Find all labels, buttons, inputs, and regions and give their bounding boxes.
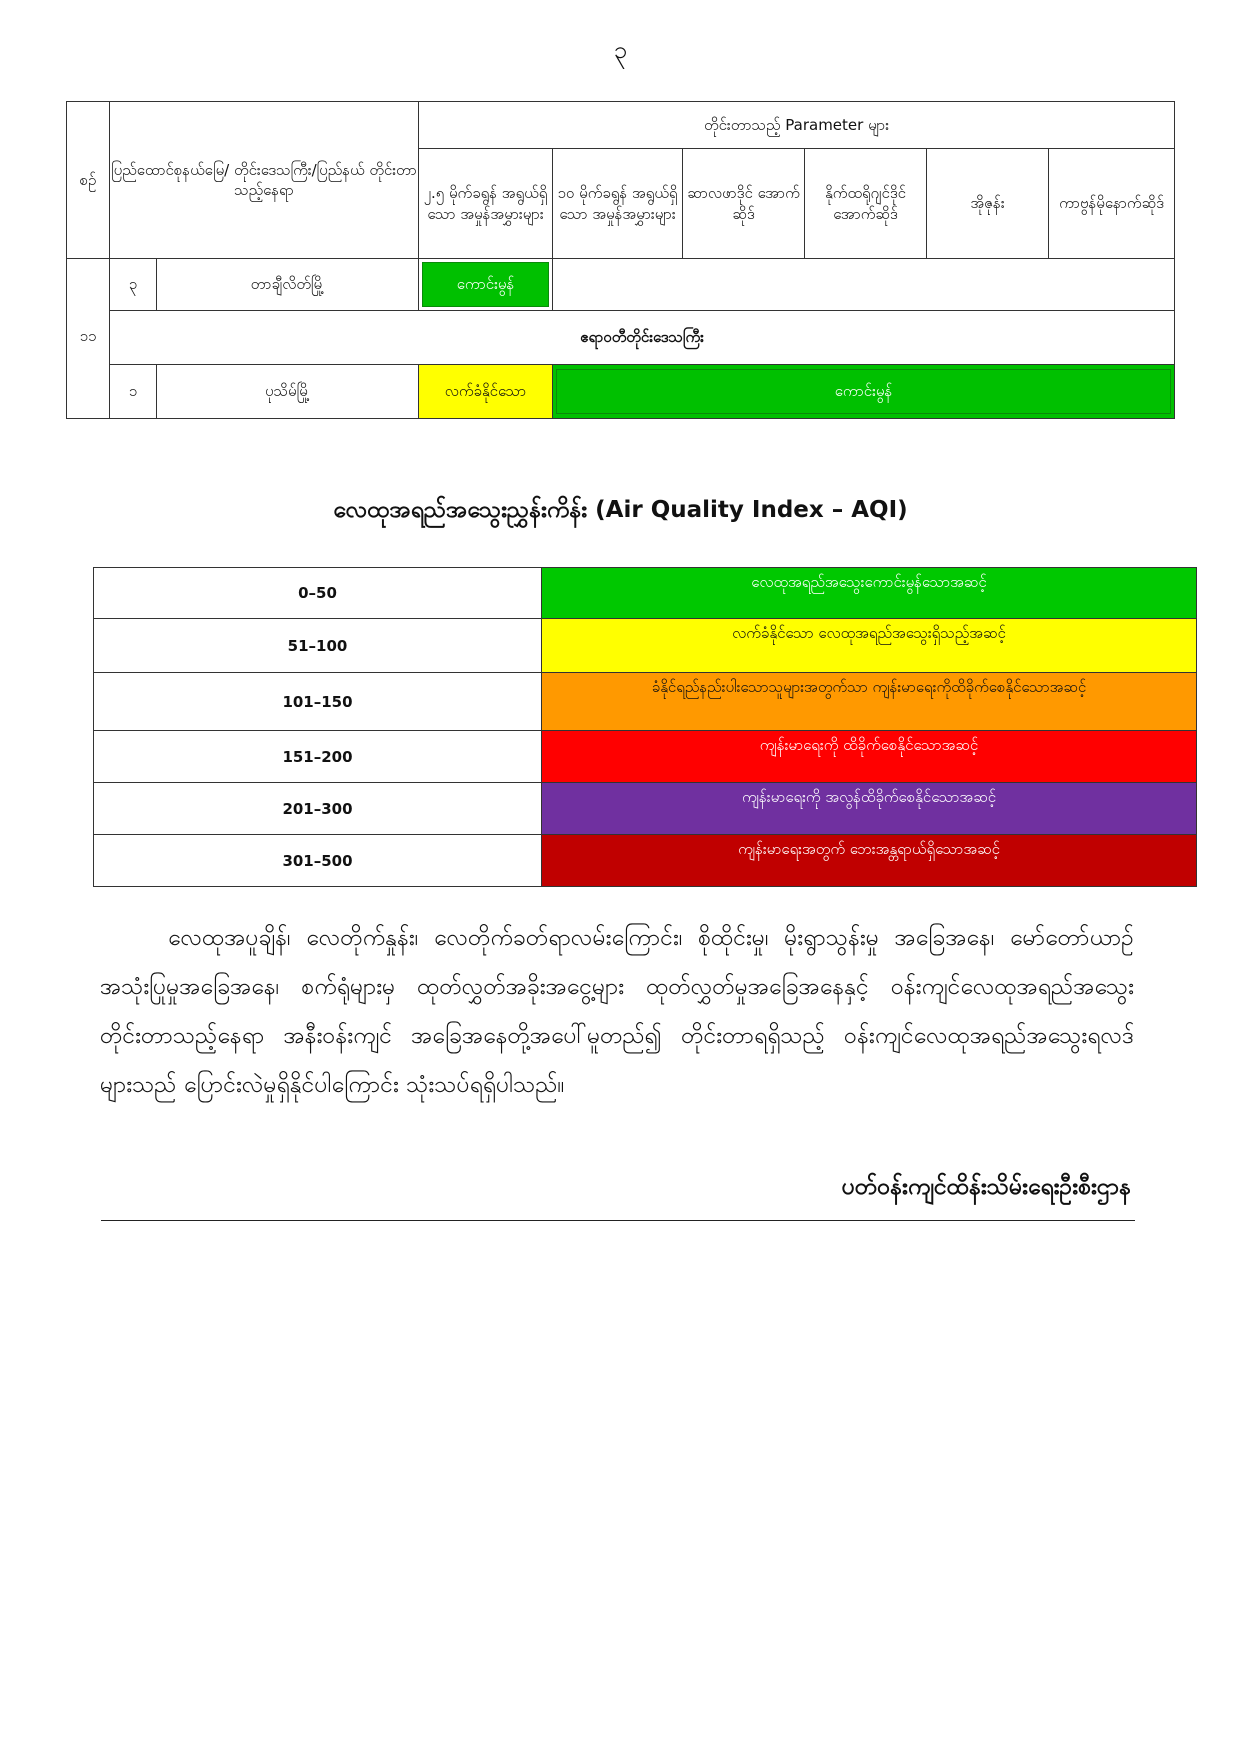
serial-header: စဉ် <box>67 102 110 259</box>
sub-serial: ၁ <box>110 365 157 419</box>
aqi-desc: ကျန်းမာရေးကို အလွန်ထိခိုက်စေနိုင်သောအဆင့် <box>542 783 1197 835</box>
param-header-pm10: ၁၀ မိုက်ခရွန် အရွယ်ရှိသော အမှုန်အမွှားများ <box>553 149 683 259</box>
aqi-table <box>93 567 1197 887</box>
aqi-range: 151–200 <box>94 731 542 783</box>
sub-serial: ၃ <box>110 259 157 311</box>
pm25-status-cell <box>419 259 553 311</box>
body-paragraph: လေထုအပူချိန်၊ လေတိုက်နှုန်း၊ လေတိုက်ခတ်ရာလမ်းကြောင်း၊ စိုထိုင်းမှု၊ မိုးရွာသွန်းမှု အခြေအနေ၊ မော်တော်ယာဉ်အသုံးပြုမှုအခြေအနေ၊ စက်ရုံများမှ ထုတ်လွှတ်အခိုးအငွေ့များ ထုတ်လွှတ်မှုအခြေအနေနှင့် ဝန်းကျင်လေထုအရည်အသွေးတိုင်းတာသည့်နေရာ အနီးဝန်းကျင် အခြေအနေတို့အပေါ်မူတည်၍ တိုင်းတာရရှိသည့် ဝန်းကျင်လေထုအရည်အသွေးရလဒ်များသည် ပြောင်းလဲမှုရှိနိုင်ပါကြောင်း သုံးသပ်ရရှိပါသည်။ <box>100 925 1134 1098</box>
table-row <box>67 259 1175 311</box>
aqi-title: လေထုအရည်အသွေးညွှန်းကိန်း (Air Quality Index – AQI) <box>333 497 908 523</box>
pm25-status: ကောင်းမွန် <box>422 262 549 307</box>
region-serial-cell <box>67 259 110 419</box>
aqi-range: 0–50 <box>94 568 542 619</box>
divider <box>101 1220 1135 1221</box>
other-params-cell <box>553 365 1175 419</box>
aqi-desc: ကျန်းမာရေးကို ထိခိုက်စေနိုင်သောအဆင့် <box>542 731 1197 783</box>
location-header: ပြည်ထောင်စုနယ်မြေ/ တိုင်းဒေသကြီး/ပြည်နယ် တိုင်းတာသည့်နေရာ <box>110 102 419 259</box>
pm25-status: လက်ခံနိုင်သော <box>419 365 553 419</box>
aqi-row <box>94 619 1197 673</box>
aqi-desc: လေထုအရည်အသွေးကောင်းမွန်သောအဆင့် <box>542 568 1197 619</box>
aqi-row <box>94 835 1197 887</box>
station-name: တာချီလိတ်မြို့ <box>157 259 419 311</box>
department-signature: ပတ်ဝန်းကျင်ထိန်းသိမ်းရေးဦးစီးဌာန <box>841 1174 1131 1200</box>
table-row <box>67 311 1175 365</box>
aqi-range: 51–100 <box>94 619 542 673</box>
aqi-row <box>94 568 1197 619</box>
aqi-range: 301–500 <box>94 835 542 887</box>
param-header-pm25: ၂.၅ မိုက်ခရွန် အရွယ်ရှိသော အမှုန်အမွှားများ <box>419 149 553 259</box>
page-number: ၃ <box>613 36 628 64</box>
other-params-cell <box>553 259 1175 311</box>
aqi-range: 101–150 <box>94 673 542 731</box>
aqi-row <box>94 783 1197 835</box>
other-params-status: ကောင်းမွန် <box>556 369 1171 414</box>
aqi-desc: ကျန်းမာရေးအတွက် ဘေးအန္တရာယ်ရှိသောအဆင့် <box>542 835 1197 887</box>
station-name: ပုသိမ်မြို့ <box>157 365 419 419</box>
aqi-row <box>94 731 1197 783</box>
aqi-desc: လက်ခံနိုင်သော လေထုအရည်အသွေးရှိသည့်အဆင့် <box>542 619 1197 673</box>
param-header-no2: နိုက်ထရိုဂျင်ဒိုင် အောက်ဆိုဒ် <box>805 149 927 259</box>
aqi-desc: ခံနိုင်ရည်နည်းပါးသောသူများအတွက်သာ ကျန်းမာရေးကိုထိခိုက်စေနိုင်သောအဆင့် <box>542 673 1197 731</box>
aqi-range: 201–300 <box>94 783 542 835</box>
region-serial: ၁၁ <box>79 327 97 346</box>
table-row <box>67 365 1175 419</box>
aqi-row <box>94 673 1197 731</box>
param-header-so2: ဆာလဖာဒိုင် အောက်ဆိုဒ် <box>683 149 805 259</box>
param-header-co: ကာဗွန်မိုနောက်ဆိုဒ် <box>1049 149 1175 259</box>
parameter-table <box>66 101 1175 419</box>
region-name: ဧရာဝတီတိုင်းဒေသကြီး <box>110 311 1175 365</box>
param-header-ozone: အိုဇုန်း <box>927 149 1049 259</box>
parameters-title: တိုင်းတာသည့် Parameter များ <box>419 102 1175 149</box>
